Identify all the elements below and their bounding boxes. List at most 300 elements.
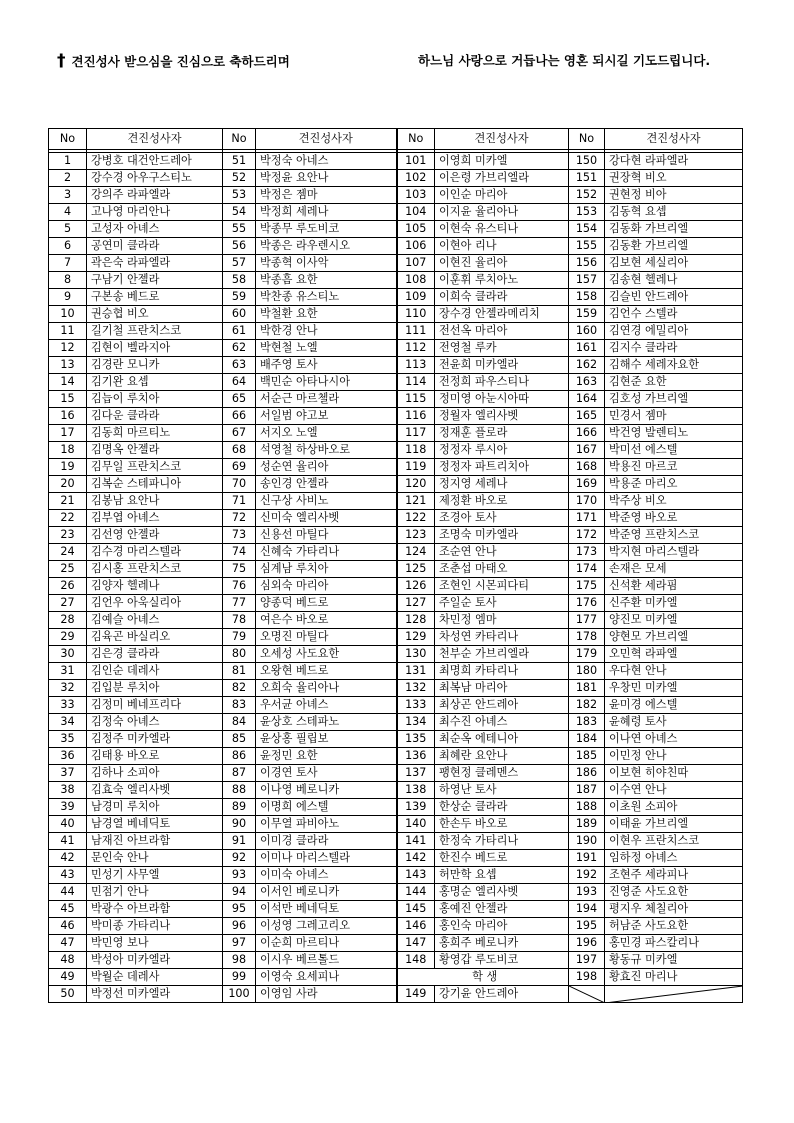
table-row	[49, 748, 743, 765]
cell-no: 34	[49, 714, 87, 731]
cell-no: 178	[569, 629, 605, 646]
table-row	[49, 935, 743, 952]
cell-name: 서지오 노엘	[256, 425, 397, 442]
cell-no: 155	[569, 238, 605, 255]
cell-name: 신용선 마틸다	[256, 527, 397, 544]
cell-no: 73	[223, 527, 256, 544]
cell-no: 188	[569, 799, 605, 816]
cell-no: 158	[569, 289, 605, 306]
cell-no: 56	[223, 238, 256, 255]
cell-name: 신미숙 엘리사벳	[256, 510, 397, 527]
cell-no: 198	[569, 969, 605, 986]
cell-no: 21	[49, 493, 87, 510]
table-row	[49, 459, 743, 476]
cell-name: 박철환 요한	[256, 306, 397, 323]
cell-no: 180	[569, 663, 605, 680]
cell-no: 54	[223, 204, 256, 221]
table-row	[49, 408, 743, 425]
cell-no: 32	[49, 680, 87, 697]
cell-name: 손재은 모세	[605, 561, 743, 578]
cell-no: 77	[223, 595, 256, 612]
cell-name: 이성영 그레고리오	[256, 918, 397, 935]
cell-no: 102	[397, 170, 435, 187]
cell-no: 195	[569, 918, 605, 935]
cell-no: 111	[397, 323, 435, 340]
cell-name: 최명희 카타리나	[435, 663, 569, 680]
cell-no: 109	[397, 289, 435, 306]
cell-no: 187	[569, 782, 605, 799]
cell-no: 138	[397, 782, 435, 799]
cell-no: 85	[223, 731, 256, 748]
cell-no: 57	[223, 255, 256, 272]
cell-name: 박준영 프란치스코	[605, 527, 743, 544]
table-row	[49, 187, 743, 204]
cell-name: 최혜란 요안나	[435, 748, 569, 765]
table-row	[49, 221, 743, 238]
cell-name: 박광수 아브라함	[87, 901, 223, 918]
cell-no: 170	[569, 493, 605, 510]
cell-name: 오세성 사도요한	[256, 646, 397, 663]
cell-name: 김연경 에밀리아	[605, 323, 743, 340]
cell-no: 81	[223, 663, 256, 680]
cell-no: 33	[49, 697, 87, 714]
cell-name: 이지윤 율리아나	[435, 204, 569, 221]
cell-no: 124	[397, 544, 435, 561]
cell-name: 강수경 아우구스티노	[87, 170, 223, 187]
cell-name: 김해수 세레자요한	[605, 357, 743, 374]
cell-name: 고성자 아녜스	[87, 221, 223, 238]
cell-no: 16	[49, 408, 87, 425]
cell-no: 189	[569, 816, 605, 833]
cell-name: 정재훈 플로라	[435, 425, 569, 442]
cell-name: 이현숙 유스티나	[435, 221, 569, 238]
table-row	[49, 391, 743, 408]
cell-name: 이명희 에스텔	[256, 799, 397, 816]
cell-no: 126	[397, 578, 435, 595]
cell-name: 우다현 안나	[605, 663, 743, 680]
cell-name: 이훈휘 루치아노	[435, 272, 569, 289]
cell-name: 박정은 젬마	[256, 187, 397, 204]
cell-no: 127	[397, 595, 435, 612]
cell-name: 이현진 율리아	[435, 255, 569, 272]
cell-name: 서순근 마르첼라	[256, 391, 397, 408]
cell-no: 19	[49, 459, 87, 476]
cell-no: 172	[569, 527, 605, 544]
cell-no: 185	[569, 748, 605, 765]
table-row	[49, 714, 743, 731]
cell-no: 80	[223, 646, 256, 663]
cell-name: 김육곤 바실리오	[87, 629, 223, 646]
cell-name: 김봉남 요안나	[87, 493, 223, 510]
cell-name: 조순연 안나	[435, 544, 569, 561]
cell-name: 서일범 야고보	[256, 408, 397, 425]
cell-name: 팽현정 클레멘스	[435, 765, 569, 782]
cell-name: 윤상호 스테파노	[256, 714, 397, 731]
cell-no: 144	[397, 884, 435, 901]
cell-no: 165	[569, 408, 605, 425]
cell-no: 154	[569, 221, 605, 238]
cell-no: 12	[49, 340, 87, 357]
table-row	[49, 799, 743, 816]
cell-no: 168	[569, 459, 605, 476]
cell-name: 차민정 엠마	[435, 612, 569, 629]
cell-name: 홍인숙 마리아	[435, 918, 569, 935]
cell-no: 9	[49, 289, 87, 306]
cell-no: 104	[397, 204, 435, 221]
student-label: 학 생	[397, 969, 569, 986]
cell-no: 194	[569, 901, 605, 918]
cell-name: 김수경 마리스텔라	[87, 544, 223, 561]
cell-name: 구남기 안젤라	[87, 272, 223, 289]
cell-no: 98	[223, 952, 256, 969]
cell-no: 10	[49, 306, 87, 323]
cell-name: 이미나 마리스텔라	[256, 850, 397, 867]
cell-no: 70	[223, 476, 256, 493]
cell-no: 82	[223, 680, 256, 697]
cell-no: 108	[397, 272, 435, 289]
cell-name: 조명숙 미카엘라	[435, 527, 569, 544]
cell-no: 193	[569, 884, 605, 901]
cell-name: 윤미경 에스텔	[605, 697, 743, 714]
cell-name: 이은령 가브리엘라	[435, 170, 569, 187]
cell-name: 박한경 안나	[256, 323, 397, 340]
cell-name: 조춘섭 마태오	[435, 561, 569, 578]
cell-no: 84	[223, 714, 256, 731]
cell-name: 김입분 루치아	[87, 680, 223, 697]
cell-no: 176	[569, 595, 605, 612]
cell-no: 171	[569, 510, 605, 527]
cell-name: 이영희 미카엘	[435, 153, 569, 170]
cell-name: 한정숙 가타리나	[435, 833, 569, 850]
cell-no: 30	[49, 646, 87, 663]
cell-no: 177	[569, 612, 605, 629]
cell-name: 김하나 소피아	[87, 765, 223, 782]
cell-no: 196	[569, 935, 605, 952]
cell-no: 132	[397, 680, 435, 697]
table-row	[49, 731, 743, 748]
cell-no: 140	[397, 816, 435, 833]
table-row	[49, 629, 743, 646]
cell-no: 35	[49, 731, 87, 748]
cell-no: 90	[223, 816, 256, 833]
cell-name: 민성기 사무엘	[87, 867, 223, 884]
cell-no: 99	[223, 969, 256, 986]
cell-name: 박용준 마리오	[605, 476, 743, 493]
cell-name: 이순희 마르티나	[256, 935, 397, 952]
cell-no: 50	[49, 986, 87, 1003]
table-row	[49, 969, 743, 986]
cell-no: 78	[223, 612, 256, 629]
cell-no: 3	[49, 187, 87, 204]
cell-name: 김송현 헬레나	[605, 272, 743, 289]
table-row	[49, 816, 743, 833]
cell-name: 하영난 토사	[435, 782, 569, 799]
cell-name: 신주환 미카엘	[605, 595, 743, 612]
cell-name: 강다현 라파엘라	[605, 153, 743, 170]
header-left	[57, 50, 387, 73]
table-row	[49, 595, 743, 612]
cell-name: 오민혁 라파엘	[605, 646, 743, 663]
empty-slash-cell	[569, 986, 605, 1003]
cell-name: 김양자 헬레나	[87, 578, 223, 595]
cell-no: 8	[49, 272, 87, 289]
cell-name: 김동환 가브리엘	[605, 238, 743, 255]
cell-no: 45	[49, 901, 87, 918]
table-header-row	[49, 129, 743, 150]
table-row	[49, 493, 743, 510]
cell-name: 김선영 안젤라	[87, 527, 223, 544]
cell-no: 47	[49, 935, 87, 952]
cell-no: 191	[569, 850, 605, 867]
table-row	[49, 867, 743, 884]
cell-name: 성순연 율리아	[256, 459, 397, 476]
cell-no: 141	[397, 833, 435, 850]
col-header-no: No	[397, 129, 435, 150]
cell-name: 제정환 바오로	[435, 493, 569, 510]
cell-name: 백민순 아타나시아	[256, 374, 397, 391]
cell-no: 174	[569, 561, 605, 578]
cell-no: 105	[397, 221, 435, 238]
cell-no: 192	[569, 867, 605, 884]
cell-no: 164	[569, 391, 605, 408]
table-row	[49, 544, 743, 561]
cell-no: 88	[223, 782, 256, 799]
cell-name: 박정희 세레나	[256, 204, 397, 221]
cell-no: 6	[49, 238, 87, 255]
cell-no: 76	[223, 578, 256, 595]
cell-no: 79	[223, 629, 256, 646]
cell-no: 117	[397, 425, 435, 442]
cell-name: 박정숙 아네스	[256, 153, 397, 170]
cell-name: 전선옥 마리아	[435, 323, 569, 340]
cell-no: 40	[49, 816, 87, 833]
cell-name: 박미종 가타리나	[87, 918, 223, 935]
cell-name: 김늡이 루치아	[87, 391, 223, 408]
cell-no: 41	[49, 833, 87, 850]
cell-no: 184	[569, 731, 605, 748]
cell-name: 한진수 베드로	[435, 850, 569, 867]
cell-no: 91	[223, 833, 256, 850]
cell-name: 심외숙 마리아	[256, 578, 397, 595]
cell-no: 17	[49, 425, 87, 442]
cell-name: 김인순 데레사	[87, 663, 223, 680]
cell-name: 홍명순 엘리사벳	[435, 884, 569, 901]
cell-no: 152	[569, 187, 605, 204]
cell-no: 15	[49, 391, 87, 408]
cell-name: 박민영 보나	[87, 935, 223, 952]
cell-name: 김정미 베네프리다	[87, 697, 223, 714]
cell-name: 박지현 마리스텔라	[605, 544, 743, 561]
cell-no: 120	[397, 476, 435, 493]
cell-name: 황동규 미카엘	[605, 952, 743, 969]
cell-name: 남경열 베네딕토	[87, 816, 223, 833]
cell-no: 83	[223, 697, 256, 714]
cell-name: 이현아 리나	[435, 238, 569, 255]
cell-no: 150	[569, 153, 605, 170]
cell-name: 우서균 아녜스	[256, 697, 397, 714]
cell-no: 175	[569, 578, 605, 595]
cell-name: 최상곤 안드레아	[435, 697, 569, 714]
cell-no: 128	[397, 612, 435, 629]
cell-name: 평지우 체칠리아	[605, 901, 743, 918]
cell-no: 183	[569, 714, 605, 731]
cell-no: 14	[49, 374, 87, 391]
cell-no: 52	[223, 170, 256, 187]
cell-name: 윤상홍 필립보	[256, 731, 397, 748]
cell-name: 진영준 사도요한	[605, 884, 743, 901]
table-row	[49, 476, 743, 493]
cell-no: 139	[397, 799, 435, 816]
cell-name: 강병호 대건안드레아	[87, 153, 223, 170]
cell-name: 공연미 클라라	[87, 238, 223, 255]
cell-no: 37	[49, 765, 87, 782]
cell-no: 133	[397, 697, 435, 714]
table-row	[49, 901, 743, 918]
cell-no: 69	[223, 459, 256, 476]
cell-name: 권승협 비오	[87, 306, 223, 323]
cell-no: 58	[223, 272, 256, 289]
cell-name: 이인순 마리아	[435, 187, 569, 204]
cell-no: 61	[223, 323, 256, 340]
cell-name: 이민정 안나	[605, 748, 743, 765]
cell-no: 2	[49, 170, 87, 187]
cell-name: 김동혁 요셉	[605, 204, 743, 221]
cell-name: 김슬빈 안드레아	[605, 289, 743, 306]
cell-no: 18	[49, 442, 87, 459]
cell-name: 이현우 프란치스코	[605, 833, 743, 850]
cell-name: 이태윤 가브리엘	[605, 816, 743, 833]
col-header-no: No	[49, 129, 87, 150]
cell-no: 169	[569, 476, 605, 493]
cell-name: 김부엽 아녜스	[87, 510, 223, 527]
cell-no: 63	[223, 357, 256, 374]
cell-name: 민점기 안나	[87, 884, 223, 901]
cell-no: 92	[223, 850, 256, 867]
cell-name: 배주영 토사	[256, 357, 397, 374]
cell-no: 149	[397, 986, 435, 1003]
cell-name: 홍예진 안젤라	[435, 901, 569, 918]
cell-name: 강의주 라파엘라	[87, 187, 223, 204]
cell-no: 86	[223, 748, 256, 765]
cell-name: 홍희주 베로니카	[435, 935, 569, 952]
cell-no: 55	[223, 221, 256, 238]
cell-name: 박종은 라우렌시오	[256, 238, 397, 255]
col-header-name: 견진성사자	[435, 129, 569, 150]
cell-no: 74	[223, 544, 256, 561]
table-row	[49, 918, 743, 935]
cell-name: 오희숙 율리아나	[256, 680, 397, 697]
cell-no: 43	[49, 867, 87, 884]
cell-no: 106	[397, 238, 435, 255]
cell-no: 123	[397, 527, 435, 544]
cell-name: 남경미 루치아	[87, 799, 223, 816]
cell-no: 1	[49, 153, 87, 170]
cell-no: 20	[49, 476, 87, 493]
cell-name: 이무열 파비아노	[256, 816, 397, 833]
table-row	[49, 204, 743, 221]
cell-no: 112	[397, 340, 435, 357]
cell-name: 김다운 클라라	[87, 408, 223, 425]
cell-no: 68	[223, 442, 256, 459]
cell-name: 정정자 파트리치아	[435, 459, 569, 476]
cell-name: 최순옥 에테니아	[435, 731, 569, 748]
cell-name: 남재진 아브라함	[87, 833, 223, 850]
cell-name: 이나영 베로니카	[256, 782, 397, 799]
cell-no: 27	[49, 595, 87, 612]
col-header-name: 견진성사자	[256, 129, 397, 150]
cell-no: 122	[397, 510, 435, 527]
cell-name: 김보현 세실리아	[605, 255, 743, 272]
cell-name: 조경아 토사	[435, 510, 569, 527]
cell-name: 조현주 세라피나	[605, 867, 743, 884]
cell-no: 29	[49, 629, 87, 646]
cell-no: 44	[49, 884, 87, 901]
cell-name: 김무일 프란치스코	[87, 459, 223, 476]
cell-name: 김언수 스텔라	[605, 306, 743, 323]
cell-name: 강기윤 안드레아	[435, 986, 569, 1003]
cell-no: 153	[569, 204, 605, 221]
cell-no: 129	[397, 629, 435, 646]
cell-name: 김호성 가브리엘	[605, 391, 743, 408]
cell-name: 이서인 베로니카	[256, 884, 397, 901]
cell-name: 윤혜령 토사	[605, 714, 743, 731]
cell-no: 146	[397, 918, 435, 935]
cell-no: 97	[223, 935, 256, 952]
cell-name: 차성연 카타리나	[435, 629, 569, 646]
cell-name: 김예슬 아녜스	[87, 612, 223, 629]
cell-no: 110	[397, 306, 435, 323]
cell-name: 이석만 베네딕토	[256, 901, 397, 918]
cell-no: 24	[49, 544, 87, 561]
col-header-name: 견진성사자	[605, 129, 743, 150]
cell-name: 이시우 베르톨드	[256, 952, 397, 969]
table-row	[49, 697, 743, 714]
cell-no: 134	[397, 714, 435, 731]
cell-name: 김시홍 프란치스코	[87, 561, 223, 578]
cell-no: 166	[569, 425, 605, 442]
cell-name: 신석환 세라핌	[605, 578, 743, 595]
cell-name: 박성아 미카엘라	[87, 952, 223, 969]
cell-no: 42	[49, 850, 87, 867]
table-row	[49, 238, 743, 255]
cell-name: 김정주 미카엘라	[87, 731, 223, 748]
cell-name: 정정자 루시아	[435, 442, 569, 459]
table-row	[49, 952, 743, 969]
table-row	[49, 765, 743, 782]
table-row	[49, 306, 743, 323]
cell-no: 190	[569, 833, 605, 850]
cell-no: 36	[49, 748, 87, 765]
cell-name: 박종무 루도비코	[256, 221, 397, 238]
cell-no: 60	[223, 306, 256, 323]
cell-name: 길기철 프란치스코	[87, 323, 223, 340]
col-header-name: 견진성사자	[87, 129, 223, 150]
cell-no: 62	[223, 340, 256, 357]
cell-name: 김동화 가브리엘	[605, 221, 743, 238]
table-row	[49, 170, 743, 187]
cell-no: 103	[397, 187, 435, 204]
cell-name: 허남준 사도요한	[605, 918, 743, 935]
cell-name: 박찬종 유스티노	[256, 289, 397, 306]
cell-name: 이나연 아녜스	[605, 731, 743, 748]
cell-no: 11	[49, 323, 87, 340]
cell-no: 101	[397, 153, 435, 170]
cell-name: 양현모 가브리엘	[605, 629, 743, 646]
cell-no: 95	[223, 901, 256, 918]
cell-name: 홍민경 파스칼리나	[605, 935, 743, 952]
cell-name: 민경서 젬마	[605, 408, 743, 425]
cell-name: 이보현 히야친따	[605, 765, 743, 782]
